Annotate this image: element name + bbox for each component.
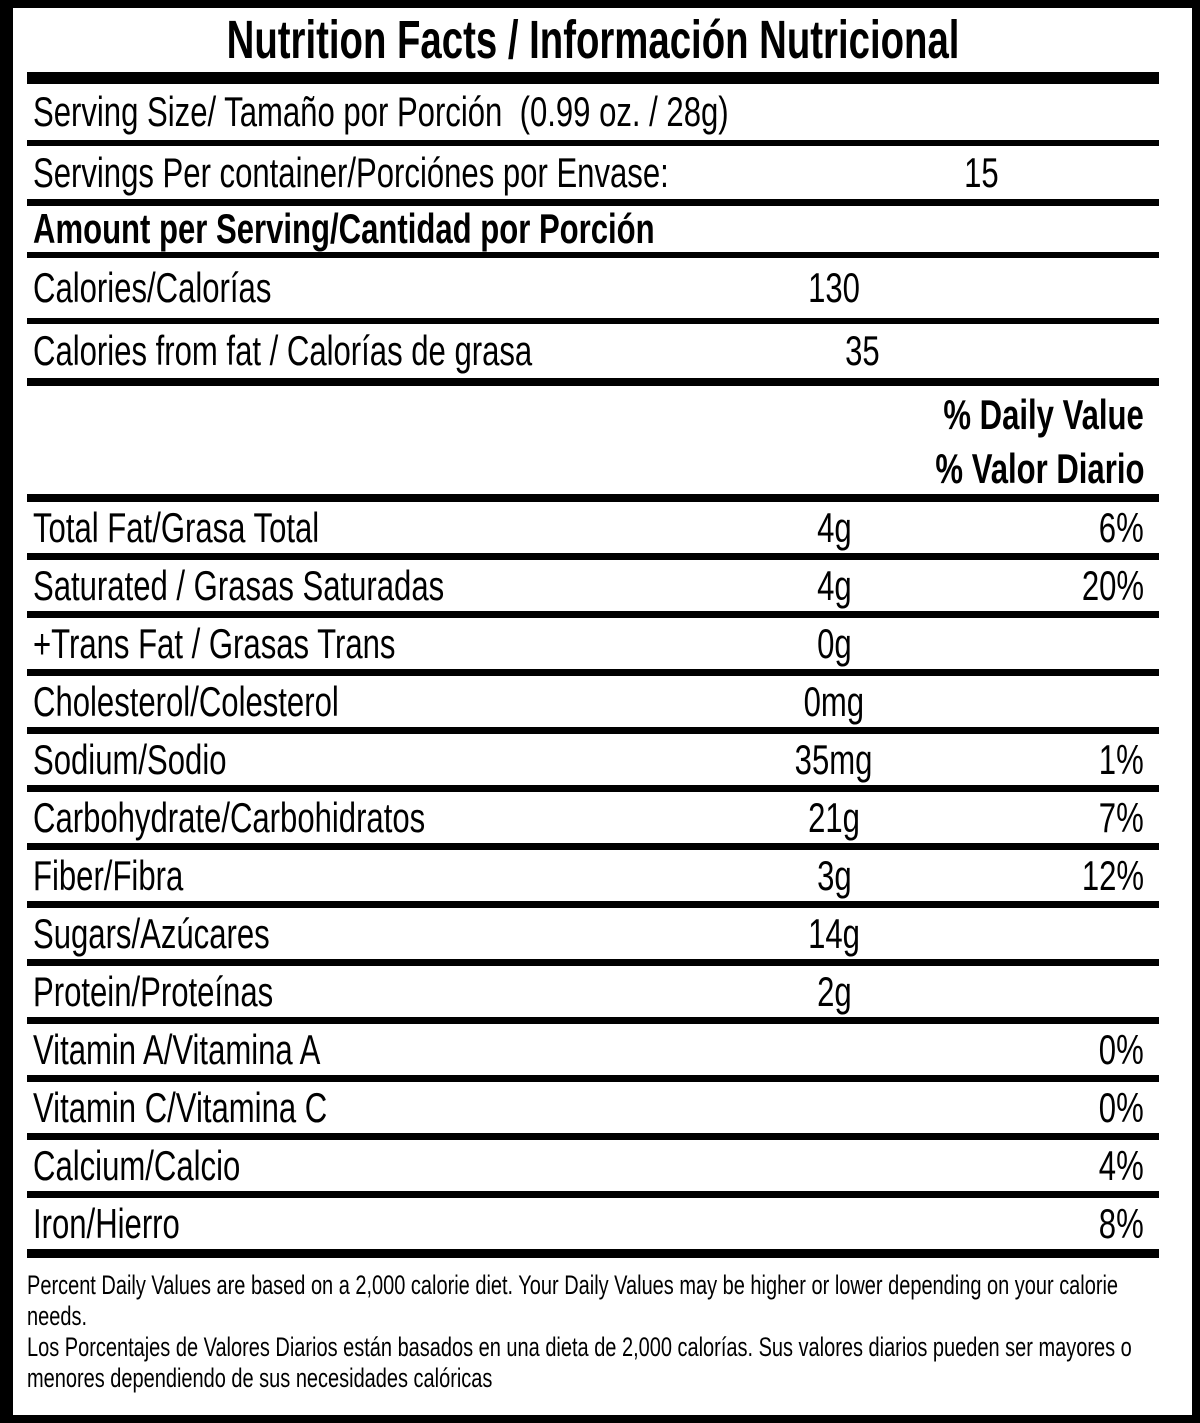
nutrient-label: Fiber/Fibra [33, 851, 184, 899]
nutrient-amount: 4g [816, 503, 852, 551]
nutrient-label: Sodium/Sodio [33, 735, 227, 783]
serving-size-row [27, 84, 1159, 140]
calories-value: 130 [808, 264, 860, 311]
servings-per-container-value: 15 [964, 148, 999, 196]
nutrient-label: Sugars/Azúcares [33, 909, 270, 957]
nutrient-label: +Trans Fat / Grasas Trans [33, 619, 396, 667]
nutrient-label: Carbohydrate/Carbohidratos [33, 793, 426, 841]
daily-value-header-es: % Valor Diario [934, 445, 1144, 492]
nutrient-amount: 21g [808, 793, 860, 841]
nutrient-label: Calcium/Calcio [33, 1141, 241, 1189]
nutrient-label: Vitamin A/Vitamina A [33, 1025, 321, 1073]
divider [27, 1133, 1159, 1140]
divider [27, 669, 1159, 676]
label-title-text: Nutrition Facts / Información Nutricional [226, 10, 960, 70]
row-vitamin-a [27, 1024, 1159, 1075]
nutrient-dv: 8% [1099, 1199, 1144, 1247]
nutrient-dv: 6% [1099, 503, 1144, 551]
daily-value-header [27, 386, 1159, 494]
calories-from-fat-label: Calories from fat / Calorías de grasa [33, 327, 533, 374]
servings-per-container-label: Servings Per container/Porciónes por Envase: [33, 148, 669, 196]
row-carbohydrate [27, 792, 1159, 843]
row-protein [27, 966, 1159, 1017]
row-cholesterol [27, 676, 1159, 727]
divider [27, 785, 1159, 792]
nutrient-dv: 4% [1099, 1141, 1144, 1189]
nutrient-dv: 7% [1099, 793, 1144, 841]
divider [27, 1017, 1159, 1024]
row-fiber [27, 850, 1159, 901]
nutrient-amount: 14g [808, 909, 860, 957]
serving-size-label: Serving Size/ Tamaño por Porción (0.99 oz. / 28g) [33, 88, 729, 135]
nutrient-dv: 0% [1099, 1025, 1144, 1073]
row-sodium [27, 734, 1159, 785]
divider [27, 959, 1159, 966]
nutrient-amount: 35mg [795, 735, 873, 783]
divider [27, 1075, 1159, 1082]
row-sugars [27, 908, 1159, 959]
nutrient-label: Iron/Hierro [33, 1199, 180, 1247]
row-total-fat [27, 502, 1159, 553]
calories-from-fat-value: 35 [844, 327, 880, 374]
calories-label: Calories/Calorías [33, 264, 272, 311]
nutrient-label: Cholesterol/Colesterol [33, 677, 339, 725]
nutrient-amount: 0mg [803, 677, 865, 725]
row-calcium [27, 1140, 1159, 1191]
divider [27, 611, 1159, 618]
label-content [27, 8, 1159, 1415]
daily-value-header-en: % Daily Value [943, 391, 1144, 438]
nutrient-label: Vitamin C/Vitamina C [33, 1083, 328, 1131]
calories-row [27, 258, 1159, 318]
calories-from-fat-row [27, 324, 1159, 378]
nutrient-dv: 20% [1081, 561, 1144, 609]
divider [27, 901, 1159, 908]
divider [27, 1191, 1159, 1198]
servings-per-container-row [27, 146, 1159, 199]
divider [27, 1249, 1159, 1258]
nutrient-amount: 3g [816, 851, 852, 899]
nutrient-amount: 4g [816, 561, 852, 609]
divider [27, 72, 1159, 84]
nutrient-amount: 0g [816, 619, 852, 667]
nutrient-label: Total Fat/Grasa Total [33, 503, 320, 551]
footnote-es: Los Porcentajes de Valores Diarios están basados en una dieta de 2,000 calorías. Sus valores diarios pueden ser mayores o menores dependiendo de sus necesidades calóricas [27, 1332, 1132, 1393]
nutrient-dv: 1% [1099, 735, 1144, 783]
amount-per-serving-label: Amount per Serving/Cantidad por Porción [33, 205, 655, 252]
nutrient-dv: 0% [1099, 1083, 1144, 1131]
nutrient-label: Protein/Proteínas [33, 967, 274, 1015]
label-title [27, 8, 1159, 72]
divider [27, 378, 1159, 386]
divider [27, 553, 1159, 560]
row-iron [27, 1198, 1159, 1249]
nutrient-dv: 12% [1081, 851, 1144, 899]
nutrient-amount: 2g [816, 967, 852, 1015]
row-trans-fat [27, 618, 1159, 669]
divider [27, 494, 1159, 502]
amount-per-serving-header [27, 206, 1159, 252]
row-saturated-fat [27, 560, 1159, 611]
divider [27, 727, 1159, 734]
nutrient-label: Saturated / Grasas Saturadas [33, 561, 445, 609]
row-vitamin-c [27, 1082, 1159, 1133]
footnote [27, 1258, 1159, 1415]
footnote-en: Percent Daily Values are based on a 2,000 calorie diet. Your Daily Values may be higher or lower depending on your calorie needs. [27, 1270, 1119, 1331]
divider [27, 843, 1159, 850]
